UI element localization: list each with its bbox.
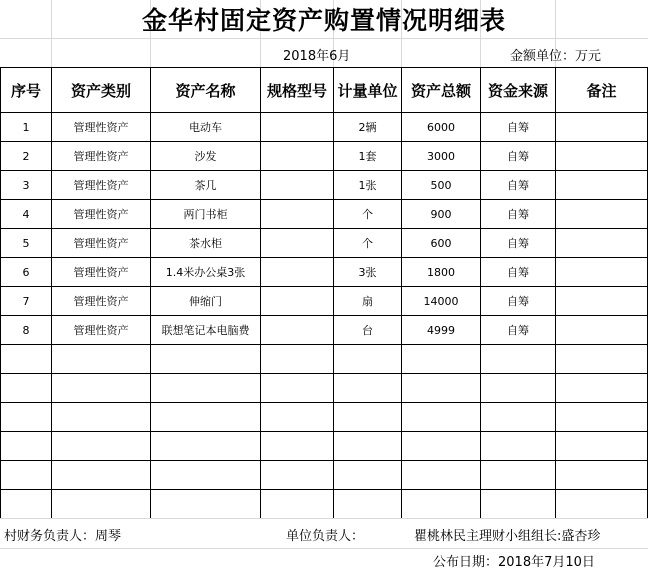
cell-no[interactable]: 6 (1, 258, 52, 287)
date-label: 2018年6月 (283, 49, 351, 64)
cell-unit[interactable]: 个 (334, 229, 402, 258)
cell-category[interactable] (52, 345, 151, 374)
cell-no[interactable]: 1 (1, 113, 52, 142)
cell-amount[interactable]: 1800 (402, 258, 481, 287)
cell-no[interactable]: 8 (1, 316, 52, 345)
cell-source[interactable] (481, 490, 556, 519)
cell-name[interactable] (151, 374, 261, 403)
cell-no[interactable] (1, 490, 52, 519)
cell-spec[interactable] (261, 461, 334, 490)
cell-name[interactable]: 电动车 (151, 113, 261, 142)
header-no[interactable]: 序号 (1, 68, 52, 113)
cell-note[interactable] (556, 345, 648, 374)
header-unit[interactable]: 计量单位 (334, 68, 402, 113)
cell-unit[interactable] (334, 490, 402, 519)
cell-amount[interactable] (402, 374, 481, 403)
header-name[interactable]: 资产名称 (151, 68, 261, 113)
cell-source[interactable] (481, 432, 556, 461)
cell-category[interactable]: 管理性资产 (52, 142, 151, 171)
cell-source[interactable]: 自筹 (481, 316, 556, 345)
cell-name[interactable] (151, 490, 261, 519)
cell-spec[interactable] (261, 374, 334, 403)
cell-amount[interactable]: 900 (402, 200, 481, 229)
cell-category[interactable]: 管理性资产 (52, 316, 151, 345)
header-note[interactable]: 备注 (556, 68, 648, 113)
cell-amount[interactable]: 4999 (402, 316, 481, 345)
table-row (1, 171, 648, 200)
table-row (1, 200, 648, 229)
cell-note[interactable] (556, 374, 648, 403)
asset-table (0, 67, 648, 519)
cell-spec[interactable] (261, 142, 334, 171)
cell-note[interactable] (556, 490, 648, 519)
cell-unit[interactable]: 台 (334, 316, 402, 345)
cell-source[interactable] (481, 461, 556, 490)
table-header-row (1, 68, 648, 113)
cell-name[interactable]: 两门书柜 (151, 200, 261, 229)
cell-unit[interactable]: 个 (334, 200, 402, 229)
cell-source[interactable]: 自筹 (481, 258, 556, 287)
cell-note[interactable] (556, 403, 648, 432)
table-row (1, 403, 648, 432)
table-row (1, 461, 648, 490)
cell-spec[interactable] (261, 171, 334, 200)
cell-name[interactable]: 1.4米办公桌3张 (151, 258, 261, 287)
cell-source[interactable] (481, 403, 556, 432)
cell-name[interactable]: 茶几 (151, 171, 261, 200)
cell-category[interactable]: 管理性资产 (52, 258, 151, 287)
cell-category[interactable] (52, 403, 151, 432)
cell-unit[interactable]: 扇 (334, 287, 402, 316)
cell-unit[interactable] (334, 374, 402, 403)
cell-amount[interactable] (402, 461, 481, 490)
cell-amount[interactable]: 3000 (402, 142, 481, 171)
cell-category[interactable] (52, 461, 151, 490)
cell-note[interactable] (556, 229, 648, 258)
cell-spec[interactable] (261, 113, 334, 142)
cell-spec[interactable] (261, 345, 334, 374)
cell-category[interactable] (52, 490, 151, 519)
cell-unit[interactable]: 1张 (334, 171, 402, 200)
unit-label: 金额单位：万元 (510, 49, 602, 64)
cell-source[interactable] (481, 374, 556, 403)
cell-no[interactable] (1, 345, 52, 374)
cell-category[interactable]: 管理性资产 (52, 229, 151, 258)
header-amount[interactable]: 资产总额 (402, 68, 481, 113)
cell-amount[interactable]: 14000 (402, 287, 481, 316)
table-row (1, 490, 648, 519)
cell-spec[interactable] (261, 490, 334, 519)
table-row (1, 345, 648, 374)
cell-category[interactable] (52, 432, 151, 461)
cell-source[interactable]: 自筹 (481, 142, 556, 171)
publish-date: 公布日期：2018年7月10日 (433, 555, 595, 570)
unit-person: 单位负责人： (286, 529, 365, 544)
header-category[interactable]: 资产类别 (52, 68, 151, 113)
cell-unit[interactable]: 2辆 (334, 113, 402, 142)
cell-amount[interactable]: 500 (402, 171, 481, 200)
cell-name[interactable] (151, 403, 261, 432)
cell-name[interactable]: 沙发 (151, 142, 261, 171)
cell-no[interactable] (1, 374, 52, 403)
cell-category[interactable]: 管理性资产 (52, 113, 151, 142)
table-row (1, 432, 648, 461)
cell-note[interactable] (556, 287, 648, 316)
cell-category[interactable]: 管理性资产 (52, 171, 151, 200)
cell-amount[interactable] (402, 432, 481, 461)
cell-note[interactable] (556, 316, 648, 345)
header-spec[interactable]: 规格型号 (261, 68, 334, 113)
cell-spec[interactable] (261, 258, 334, 287)
cell-amount[interactable] (402, 490, 481, 519)
cell-no[interactable]: 3 (1, 171, 52, 200)
cell-no[interactable]: 7 (1, 287, 52, 316)
cell-note[interactable] (556, 200, 648, 229)
cell-amount[interactable]: 600 (402, 229, 481, 258)
group-leader: 瞿桃林民主理财小组组长:盛杏珍 (414, 529, 601, 544)
cell-spec[interactable] (261, 200, 334, 229)
cell-spec[interactable] (261, 287, 334, 316)
gridline (0, 548, 648, 549)
cell-note[interactable] (556, 142, 648, 171)
cell-source[interactable]: 自筹 (481, 113, 556, 142)
cell-no[interactable]: 2 (1, 142, 52, 171)
cell-no[interactable] (1, 432, 52, 461)
cell-no[interactable] (1, 461, 52, 490)
cell-unit[interactable]: 1套 (334, 142, 402, 171)
cell-spec[interactable] (261, 229, 334, 258)
cell-no[interactable] (1, 403, 52, 432)
cell-category[interactable]: 管理性资产 (52, 287, 151, 316)
cell-category[interactable] (52, 374, 151, 403)
gridline (0, 518, 648, 519)
cell-name[interactable] (151, 345, 261, 374)
gridline (0, 38, 648, 39)
cell-note[interactable] (556, 258, 648, 287)
table-row (1, 316, 648, 345)
page-title: 金华村固定资产购置情况明细表 (141, 6, 506, 35)
table-row (1, 374, 648, 403)
cell-source[interactable] (481, 345, 556, 374)
cell-name[interactable]: 联想笔记本电脑费 (151, 316, 261, 345)
table-row (1, 142, 648, 171)
cell-unit[interactable] (334, 432, 402, 461)
cell-unit[interactable] (334, 403, 402, 432)
header-source[interactable]: 资金来源 (481, 68, 556, 113)
cell-name[interactable]: 伸缩门 (151, 287, 261, 316)
cell-name[interactable]: 茶水柜 (151, 229, 261, 258)
table-row (1, 258, 648, 287)
cell-unit[interactable]: 3张 (334, 258, 402, 287)
cell-note[interactable] (556, 432, 648, 461)
cell-note[interactable] (556, 113, 648, 142)
cell-source[interactable]: 自筹 (481, 229, 556, 258)
cell-category[interactable]: 管理性资产 (52, 200, 151, 229)
cell-source[interactable]: 自筹 (481, 200, 556, 229)
finance-person: 村财务负责人：周琴 (4, 529, 122, 544)
cell-amount[interactable] (402, 345, 481, 374)
table-row (1, 113, 648, 142)
cell-spec[interactable] (261, 432, 334, 461)
cell-note[interactable] (556, 461, 648, 490)
cell-name[interactable] (151, 461, 261, 490)
table-row (1, 287, 648, 316)
cell-source[interactable]: 自筹 (481, 287, 556, 316)
cell-source[interactable]: 自筹 (481, 171, 556, 200)
cell-spec[interactable] (261, 316, 334, 345)
cell-unit[interactable] (334, 461, 402, 490)
cell-spec[interactable] (261, 403, 334, 432)
cell-note[interactable] (556, 171, 648, 200)
cell-no[interactable]: 4 (1, 200, 52, 229)
table-row (1, 229, 648, 258)
cell-unit[interactable] (334, 345, 402, 374)
cell-no[interactable]: 5 (1, 229, 52, 258)
cell-name[interactable] (151, 432, 261, 461)
cell-amount[interactable] (402, 403, 481, 432)
cell-amount[interactable]: 6000 (402, 113, 481, 142)
